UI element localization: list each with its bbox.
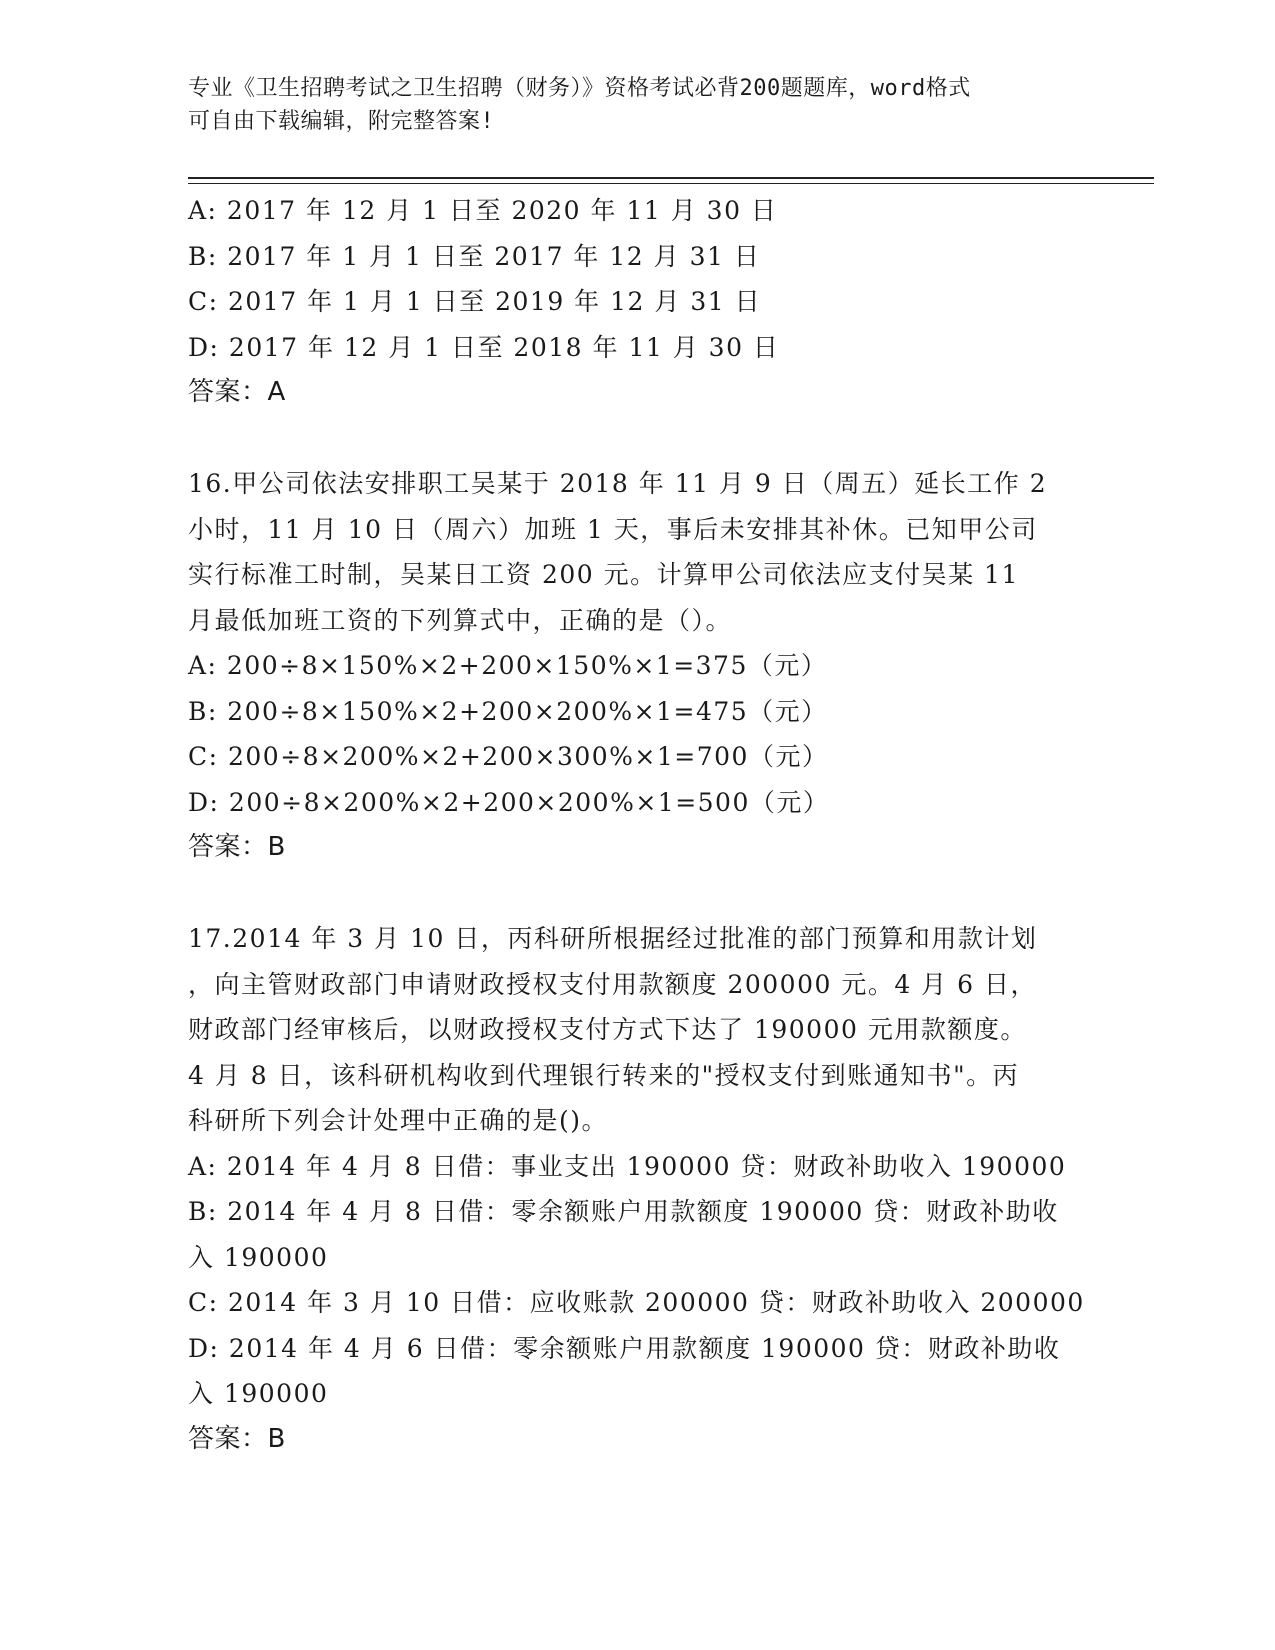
question-stem-line: 科研所下列会计处理中正确的是()。 <box>188 1106 609 1135</box>
option-a: A: 2014 年 4 月 8 日借：事业支出 190000 贷：财政补助收入 190000 <box>188 1151 1067 1181</box>
option-d: D: 2014 年 4 月 6 日借：零余额账户用款额度 190000 贷：财政补助收 <box>188 1333 1061 1363</box>
option-a: A: 200÷8×150%×2+200×150%×1=375（元） <box>188 651 828 680</box>
question-spacer <box>188 871 1088 917</box>
question-16 <box>188 461 1088 871</box>
answer-line: 答案：B <box>188 1423 286 1454</box>
header-divider-thick <box>188 177 1154 179</box>
option-b: B: 2014 年 4 月 8 日借：零余额账户用款额度 190000 贷：财政补助收 <box>188 1197 1059 1226</box>
question-list <box>188 188 1088 1462</box>
option-b-continued: 入 190000 <box>188 1242 329 1272</box>
option-b: B: 2017 年 1 月 1 日至 2017 年 12 月 31 日 <box>188 241 761 271</box>
option-d: D: 200÷8×200%×2+200×200%×1=500（元） <box>188 787 830 817</box>
header-title-line-2: 可自由下载编辑，附完整答案! <box>188 109 495 134</box>
answer-line: 答案：B <box>188 832 286 862</box>
document-header <box>188 72 1068 138</box>
question-stem-line: 4 月 8 日，该科研机构收到代理银行转来的"授权支付到账通知书"。丙 <box>188 1060 1020 1090</box>
question-spacer <box>188 416 1088 462</box>
option-c: C: 200÷8×200%×2+200×300%×1=700（元） <box>188 742 829 771</box>
header-divider-thin <box>188 183 1154 184</box>
option-b: B: 200÷8×150%×2+200×200%×1=475（元） <box>188 696 828 726</box>
question-stem-line: 16.甲公司依法安排职工吴某于 2018 年 11 月 9 日（周五）延长工作 2 <box>188 469 1048 498</box>
question-17 <box>188 916 1088 1462</box>
question-15 <box>188 188 1088 416</box>
header-title-line-1: 专业《卫生招聘考试之卫生招聘（财务）》资格考试必背200题题库，word格式 <box>188 76 971 101</box>
question-stem-line: 实行标准工时制，吴某日工资 200 元。计算甲公司依法应支付吴某 11 <box>188 560 1019 589</box>
option-c: C: 2017 年 1 月 1 日至 2019 年 12 月 31 日 <box>188 287 762 316</box>
option-d: D: 2017 年 12 月 1 日至 2018 年 11 月 30 日 <box>188 332 780 362</box>
question-stem-line: ，向主管财政部门申请财政授权支付用款额度 200000 元。4 月 6 日， <box>188 969 1037 999</box>
question-stem-line: 小时，11 月 10 日（周六）加班 1 天，事后未安排其补休。已知甲公司 <box>188 514 1038 544</box>
answer-line: 答案：A <box>188 377 286 407</box>
question-stem-line: 财政部门经审核后，以财政授权支付方式下达了 190000 元用款额度。 <box>188 1015 1027 1044</box>
question-stem-line: 月最低加班工资的下列算式中，正确的是（）。 <box>188 605 733 635</box>
option-c: C: 2014 年 3 月 10 日借：应收账款 200000 贷：财政补助收入 200000 <box>188 1288 1085 1317</box>
option-a: A: 2017 年 12 月 1 日至 2020 年 11 月 30 日 <box>188 196 778 225</box>
question-stem-line: 17.2014 年 3 月 10 日，丙科研所根据经过批准的部门预算和用款计划 <box>188 924 1038 953</box>
option-d-continued: 入 190000 <box>188 1379 329 1408</box>
